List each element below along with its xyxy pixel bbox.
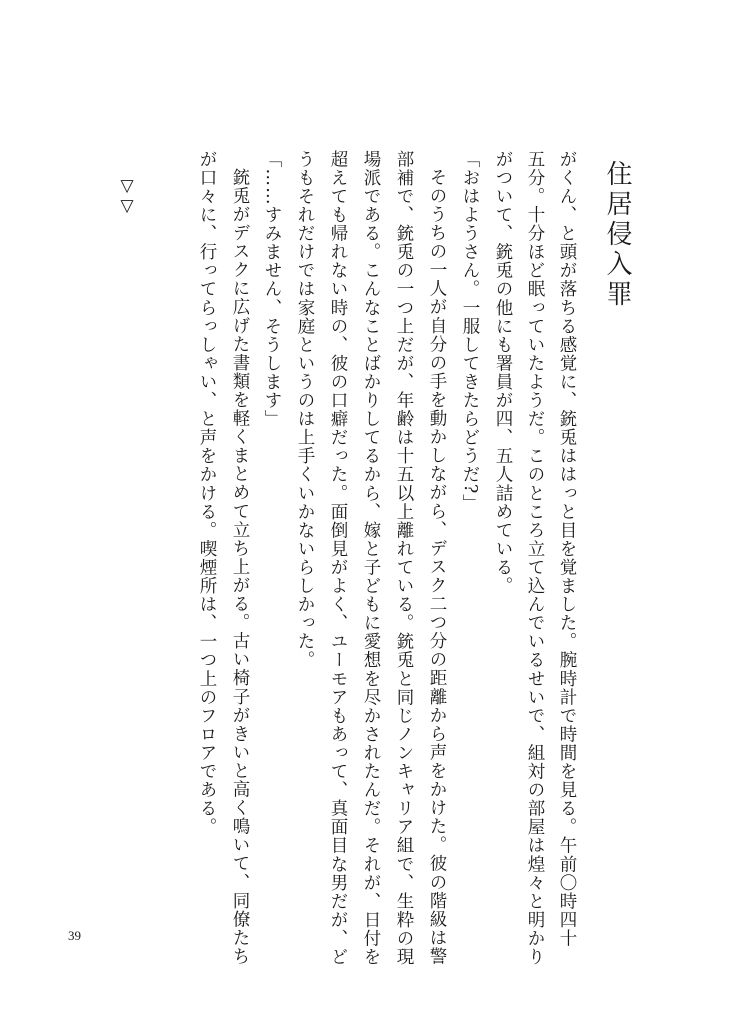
text-line-7: 場派である。こんなことばかりしてるから、嫁と子どもに愛想を尽かされたんだ。それが、日付を (361, 150, 381, 967)
text-line-5: そのうちの一人が自分の手を動かしながら、デスク二つ分の距離から声をかけた。彼の階級は警 (427, 168, 447, 966)
text-line-11: 銃兎がデスクに広げた書類を軽くまとめて立ち上がる。古い椅子がきいと高く鳴いて、同僚たち (230, 168, 250, 966)
text-line-2: 五分。十分ほど眠っていたようだ。このところ立て込んでいるせいで、組対の部屋は煌々と明かり (525, 150, 545, 967)
chapter-title: 住居侵入罪 (602, 160, 632, 310)
page-number: 39 (68, 928, 81, 943)
section-separator: ▽▽ (117, 176, 137, 216)
text-line-10: 「……すみません、そうします」 (262, 150, 282, 429)
text-line-6: 部補で、銃兎の一つ上だが、年齢は十五以上離れている。銃兎と同じノンキャリア組で、生粋の現 (394, 150, 414, 967)
text-line-4: 「おはようさん。一服してきたらどうだ?」 (460, 150, 480, 513)
text-line-12: が口々に、行ってらっしゃい、と声をかける。喫煙所は、一つ上のフロアである。 (197, 150, 217, 837)
text-line-1: がくん、と頭が落ちる感覚に、銃兎ははっと目を覚ました。腕時計で時間を見る。午前〇時四十 (557, 150, 577, 948)
text-line-8: 超えても帰れない時の、彼の口癖だった。面倒見がよく、ユーモアもあって、真面目な男だが、ど (328, 150, 348, 967)
text-line-3: がついて、銃兎の他にも署員が四、五人詰めている。 (493, 150, 513, 596)
text-line-9: うもそれだけでは家庭というのは上手くいかないらしかった。 (295, 150, 315, 670)
